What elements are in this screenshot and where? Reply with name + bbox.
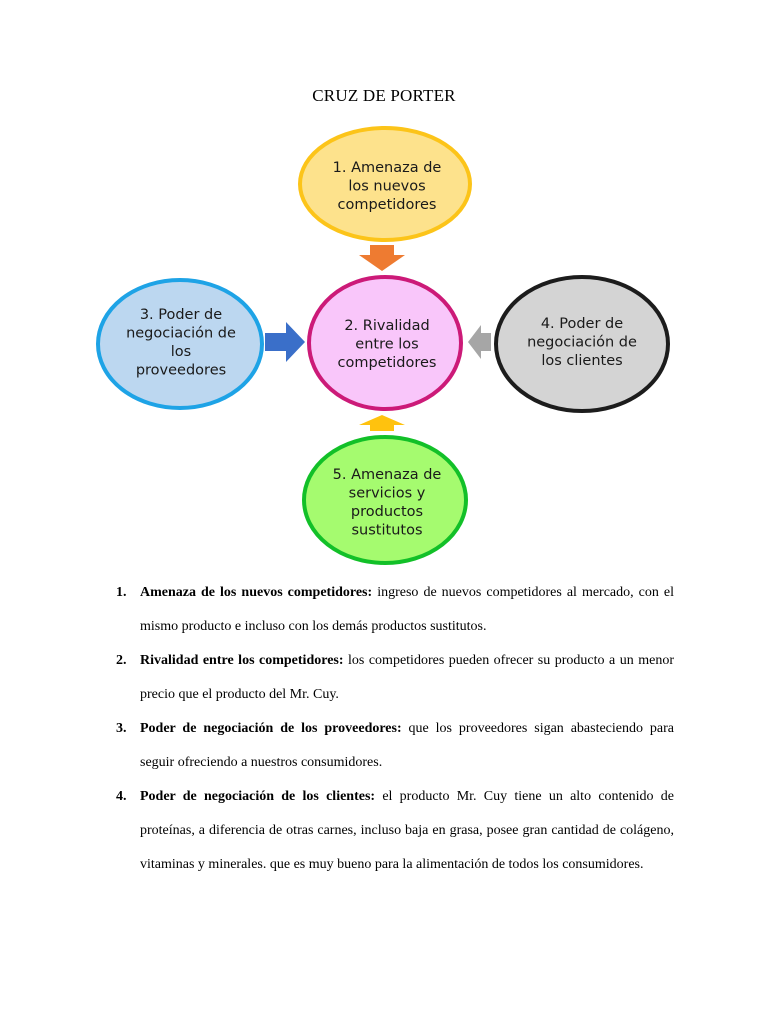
node-label-line: 3. Poder de	[139, 307, 223, 323]
node-label-line: productos	[350, 504, 424, 520]
list-item-lead: Amenaza de los nuevos competidores:	[140, 585, 373, 600]
list-item-text: el producto Mr. Cuy tiene un alto contenido de proteínas, a diferencia de otras carnes, incluso baja en grasa, posee gran cantidad de colágeno, vitaminas y minerales. que es muy bueno para la alimentación de todos los consumidores.	[140, 789, 674, 872]
list-item	[113, 576, 674, 644]
list-item-number: 3.	[116, 721, 127, 736]
node-label-line: competidores	[337, 355, 437, 371]
list-item-lead: Poder de negociación de los proveedores:	[140, 721, 402, 736]
list-item	[113, 780, 674, 882]
node-label-line: 5. Amenaza de	[332, 467, 442, 483]
list-item-text: ingreso de nuevos competidores al mercado, con el mismo producto e incluso con los demás productos sustitutos.	[140, 585, 675, 634]
node-label-line: los	[170, 344, 192, 360]
node-label-line: 2. Rivalidad	[344, 318, 430, 334]
node-label-line: competidores	[337, 197, 437, 213]
list-item-text: los competidores pueden ofrecer su producto a un menor precio que el producto del Mr. Cuy.	[140, 653, 674, 702]
node-label-line: 1. Amenaza de	[332, 160, 442, 176]
node-label-line: los clientes	[541, 353, 623, 369]
node-label-line: entre los	[355, 336, 419, 353]
node-label-line: los nuevos	[348, 178, 426, 195]
list-item-lead: Rivalidad entre los competidores:	[140, 653, 344, 668]
page-title: CRUZ DE PORTER	[312, 86, 456, 105]
node-label-line: negociación de	[126, 325, 236, 342]
list-item	[113, 644, 674, 712]
arrow-left-right	[265, 322, 305, 362]
list-item-number: 1.	[116, 585, 127, 600]
arrow-top-down	[359, 245, 405, 271]
list-item-lead: Poder de negociación de los clientes:	[140, 789, 376, 804]
node-label-line: 4. Poder de	[540, 316, 624, 332]
list-item-number: 4.	[116, 789, 127, 804]
arrow-bottom-up	[359, 415, 405, 431]
node-label-line: negociación de	[527, 334, 637, 351]
node-label-line: sustitutos	[351, 522, 423, 539]
node-right-label	[527, 316, 637, 369]
node-top-label	[333, 160, 442, 213]
node-label-line: proveedores	[135, 362, 227, 379]
arrow-right-left	[468, 325, 491, 359]
node-label-line: servicios y	[348, 485, 426, 502]
list-item-number: 2.	[116, 653, 127, 668]
forces-list	[113, 576, 674, 882]
list-item-text: que los proveedores sigan abasteciendo para seguir ofreciendo a nuestros consumidores.	[140, 721, 674, 770]
list-item	[113, 712, 674, 780]
